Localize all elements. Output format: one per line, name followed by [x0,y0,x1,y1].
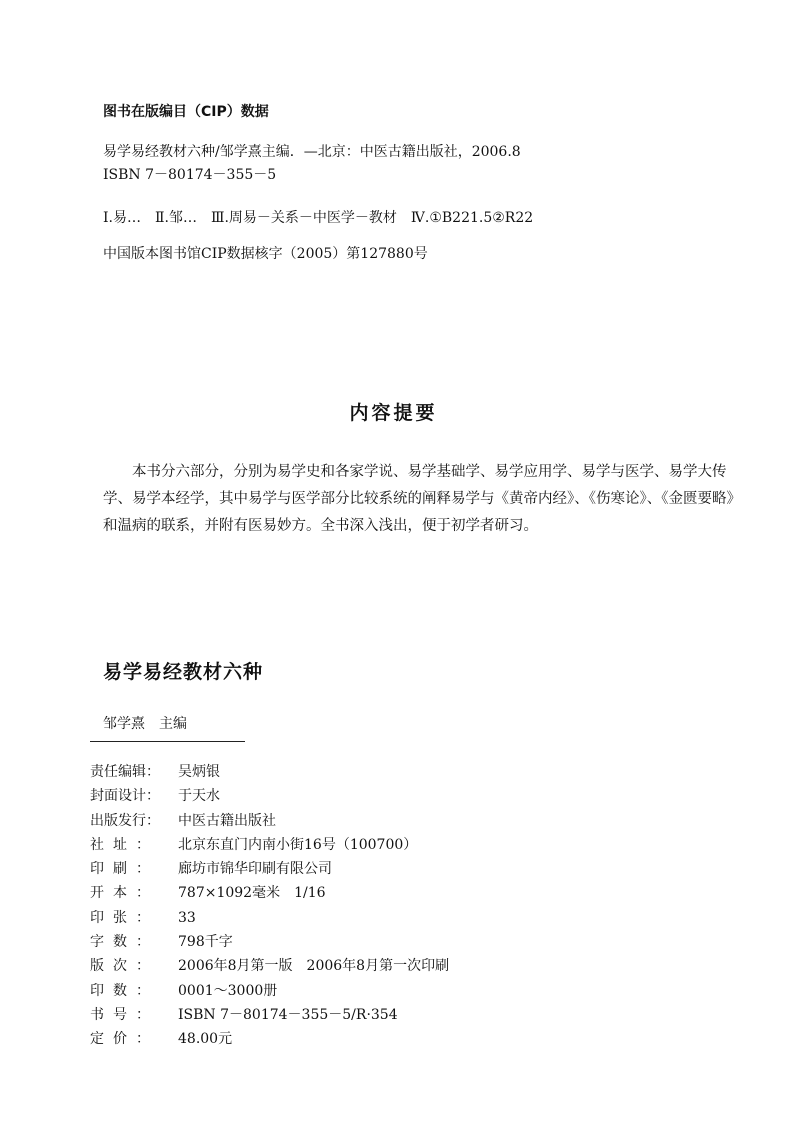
colophon-row [90,979,449,1003]
colophon-value: 798千字 [178,934,233,951]
colophon-row [90,906,449,930]
colophon-row [90,833,449,857]
colophon-label: 出版发行： [90,812,160,829]
colophon-label: 封面设计： [90,788,160,805]
colophon-label: 定 价 ： [90,1031,150,1048]
colophon-value: 33 [178,909,196,926]
colophon-row [90,784,449,808]
colophon-row [90,881,449,905]
cip-heading: 图书在版编目（CIP）数据 [103,104,269,120]
colophon-value: 0001～3000册 [178,982,278,999]
colophon-row [90,760,449,784]
colophon-row [90,857,449,881]
colophon-value: 北京东直门内南小街16号（100700） [178,836,418,853]
colophon-value: ISBN 7－80174－355－5/R·354 [178,1006,398,1023]
colophon-label: 版 次 ： [90,958,150,975]
cip-line: 中国版本图书馆CIP数据核字（2005）第127880号 [103,246,428,262]
colophon-label: 印 刷 ： [90,861,150,878]
colophon-label: 书 号 ： [90,1006,150,1023]
colophon-label: 社 址 ： [90,836,150,853]
cip-line: ISBN 7－80174－355－5 [103,167,277,183]
colophon-value: 吴炳银 [178,764,220,780]
colophon-label: 开 本 ： [90,885,150,902]
editor-credit: 邹学熹 主编 [103,716,187,732]
colophon-value: 中医古籍出版社 [178,812,276,829]
cip-line: 易学易经教材六种/邹学熹主编．—北京：中医古籍出版社，2006.8 [103,144,521,160]
colophon-row [90,809,449,833]
colophon-value: 廊坊市锦华印刷有限公司 [178,861,332,878]
colophon-row [90,954,449,978]
colophon-value: 48.00元 [178,1031,233,1048]
colophon-value: 2006年8月第一版 2006年8月第一次印刷 [178,958,450,975]
colophon-row [90,1027,449,1051]
colophon-label: 责任编辑： [90,764,160,780]
colophon-label: 字 数 ： [90,934,150,951]
colophon-info [90,760,449,1052]
summary-body: 本书分六部分，分别为易学史和各家学说、易学基础学、易学应用学、易学与医学、易学大传学、易学本经学，其中易学与医学部分比较系统的阐释易学与《黄帝内经》、《伤寒论》、《金匮要略》和温病的联系，并附有医易妙方。全书深入浅出，便于初学者研习。 [103,464,741,534]
cip-line: Ⅰ.易… Ⅱ.邹… Ⅲ.周易－关系－中医学－教材 Ⅳ.①B221.5②R22 [103,210,534,226]
colophon-row [90,1003,449,1027]
colophon-row [90,930,449,954]
colophon-value: 于天水 [178,788,220,805]
colophon-label: 印 数 ： [90,982,150,999]
book-title: 易学易经教材六种 [103,661,264,683]
colophon-value: 787×1092毫米 1/16 [178,885,326,902]
colophon-label: 印 张 ： [90,909,150,926]
divider [90,741,245,742]
summary-title: 内容提要 [349,402,438,424]
